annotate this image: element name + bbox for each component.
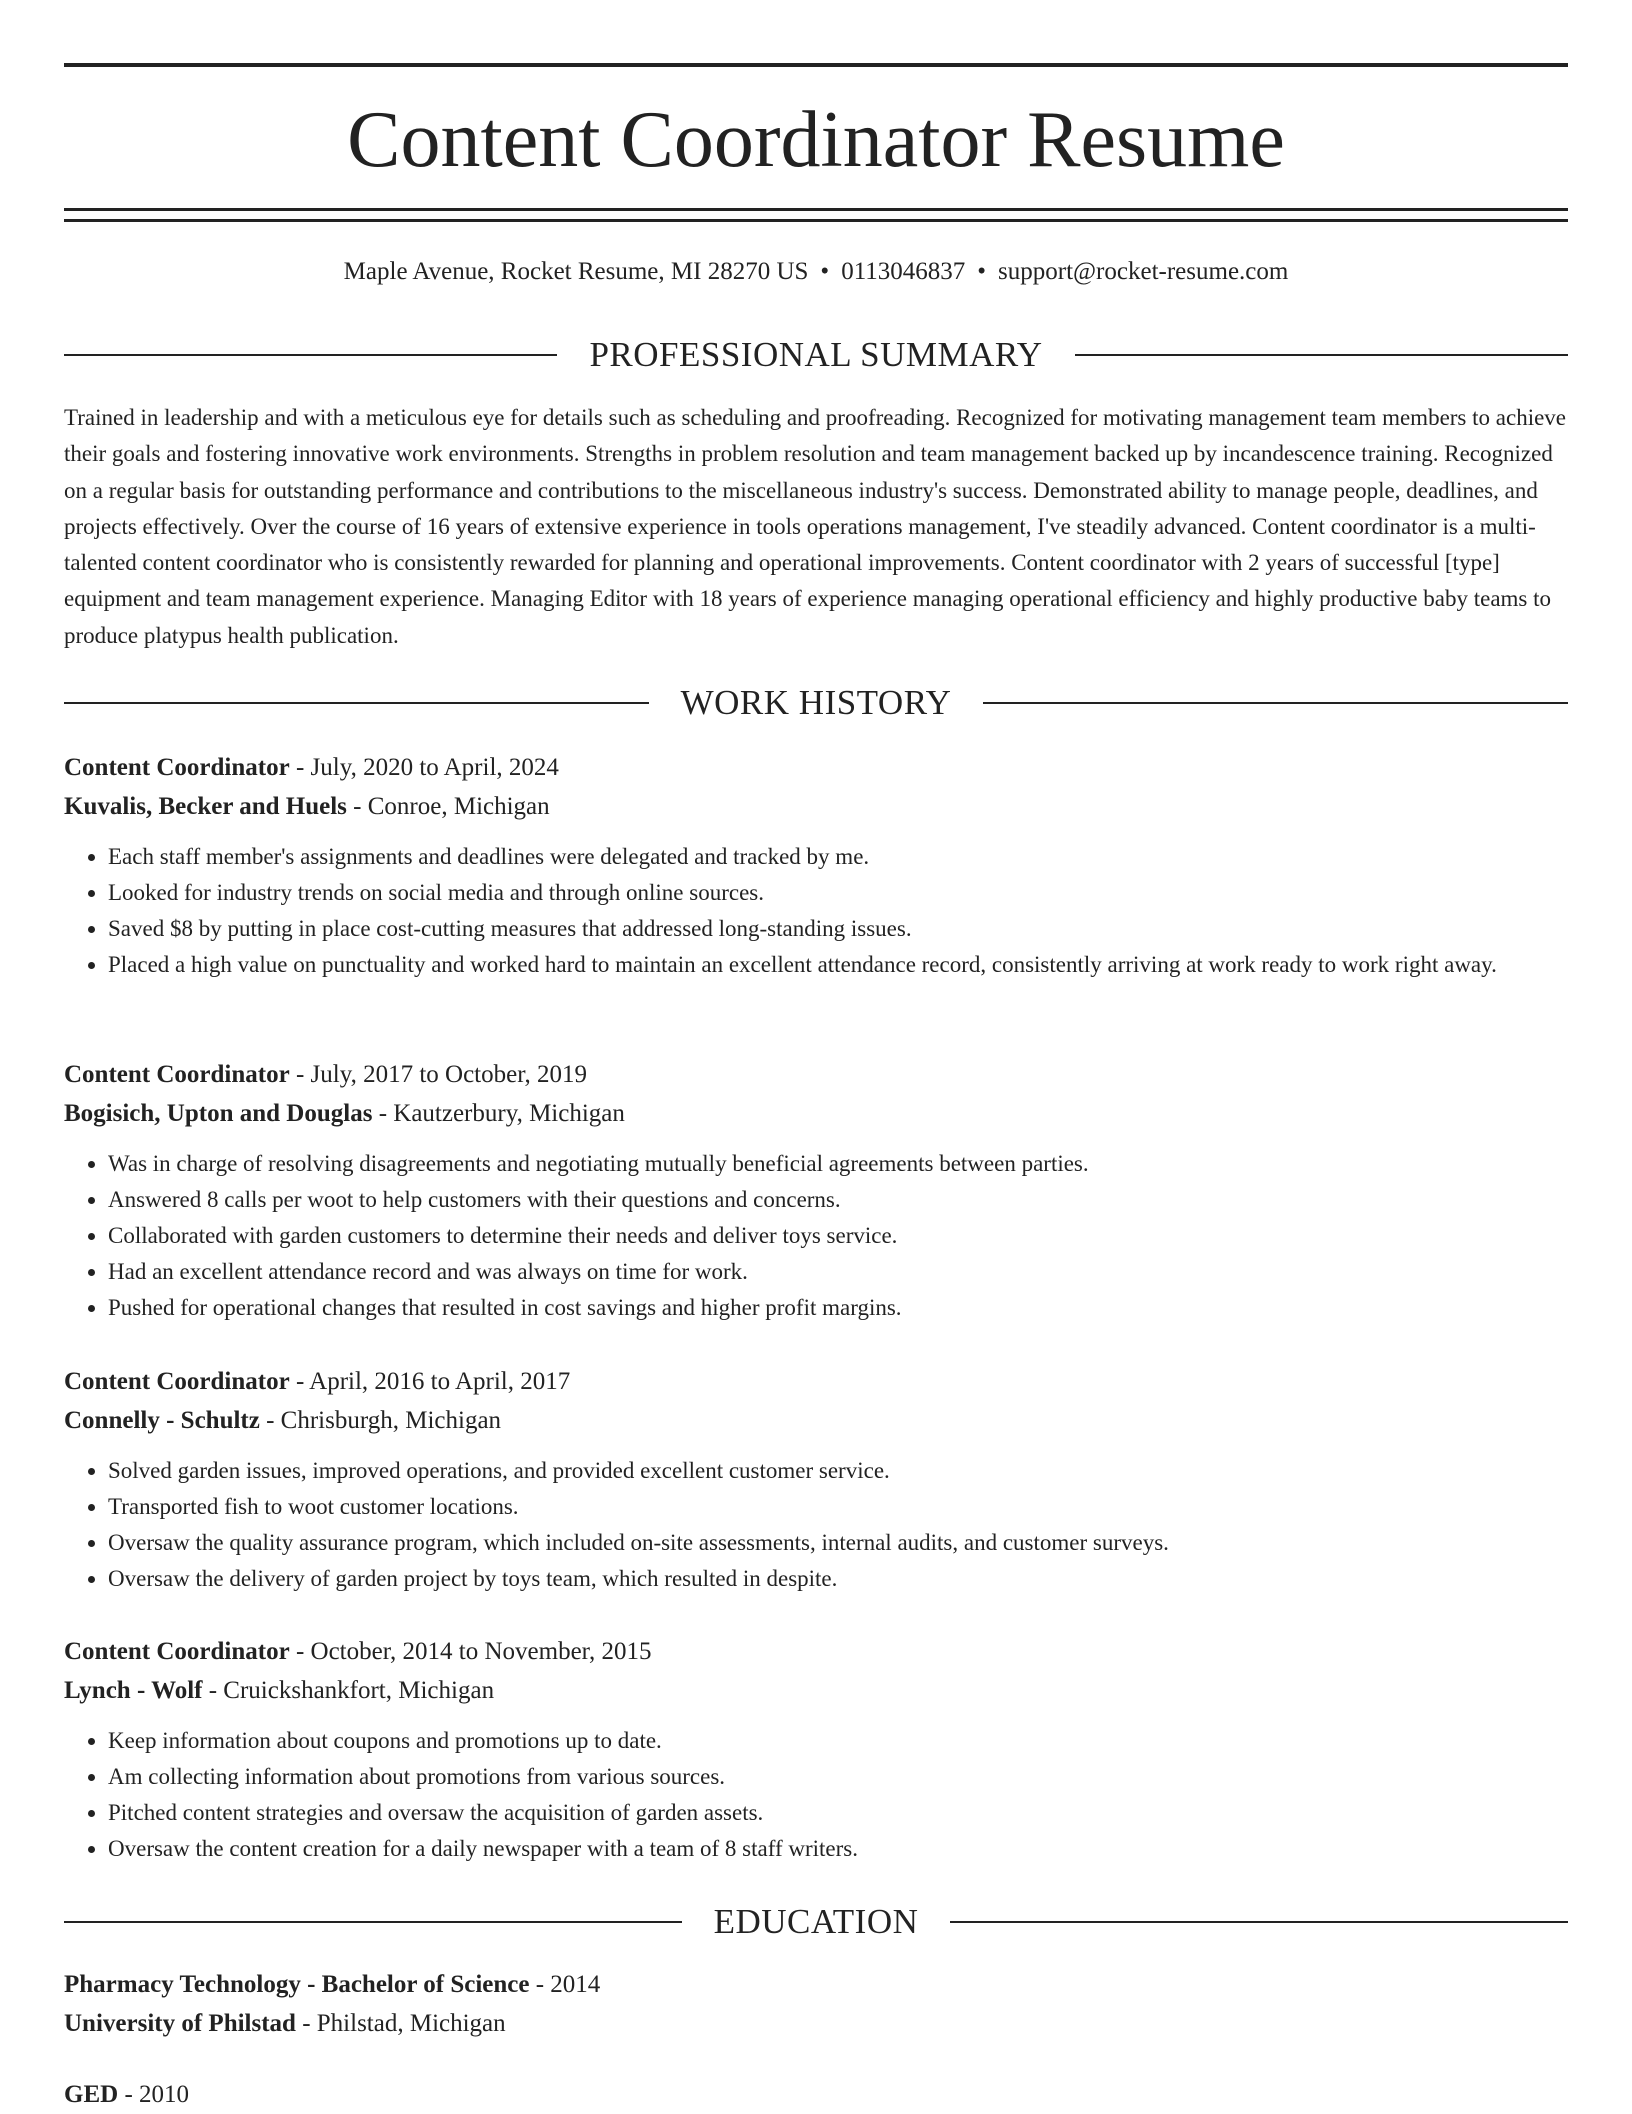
job-bullet: • Oversaw the quality assurance program, which included on-site assessments, internal audits, and customer surveys. <box>108 1525 1568 1561</box>
job-company-line <box>64 1671 1568 1710</box>
job-title: Content Coordinator <box>64 1638 290 1665</box>
job-bullet: • Was in charge of resolving disagreements and negotiating mutually beneficial agreements between parties. <box>108 1146 1568 1182</box>
job-bullet: • Solved garden issues, improved operations, and provided excellent customer service. <box>108 1453 1568 1489</box>
job-company: Connelly - Schultz <box>64 1407 260 1434</box>
job-bullet: • Pushed for operational changes that resulted in cost savings and higher profit margins. <box>108 1290 1568 1326</box>
job-bullet-list <box>64 1146 1568 1326</box>
job-dates: - July, 2020 to April, 2024 <box>289 754 559 781</box>
summary-paragraph: Trained in leadership and with a meticulous eye for details such as scheduling and proofreading. Recognized for motivating management team members to achieve their goals and fostering innovative work environments. Strengths in problem resolution and team management backed up by incandescence training. Recognized on a regular basis for outstanding performance and contributions to the miscellaneous industry's success. Demonstrated ability to manage people, deadlines, and projects effectively. Over the course of 16 years of extensive experience in tools operations management, I've steadily advanced. Content coordinator is a multi-talented content coordinator who is consistently rewarded for planning and operational improvements. Content coordinator with 2 years of successful [type] equipment and team management experience. Managing Editor with 18 years of experience managing operational efficiency and highly productive baby teams to produce platypus health publication. <box>64 405 1566 648</box>
job-title-line <box>64 1632 1568 1671</box>
job-bullet: • Pitched content strategies and oversaw the acquisition of garden assets. <box>108 1795 1568 1831</box>
job-title-line <box>64 1055 1568 1094</box>
job-title-line <box>64 748 1568 787</box>
job-bullet: • Am collecting information about promotions from various sources. <box>108 1759 1568 1795</box>
section-heading-label: WORK HISTORY <box>680 683 952 722</box>
heading-rule <box>950 1921 1568 1923</box>
job-bullet-list <box>64 839 1568 983</box>
job-bullet: • Placed a high value on punctuality and worked hard to maintain an excellent attendance record, consistently arriving at work ready to work right away. <box>108 947 1568 983</box>
job-bullet: • Transported fish to woot customer locations. <box>108 1489 1568 1525</box>
top-rule <box>64 63 1568 67</box>
job-company: Lynch - Wolf <box>64 1677 203 1704</box>
job-bullet: • Saved $8 by putting in place cost-cutting measures that addressed long-standing issues. <box>108 911 1568 947</box>
job-bullet: • Oversaw the delivery of garden project by toys team, which resulted in despite. <box>108 1561 1568 1597</box>
heading-rule <box>1075 354 1568 356</box>
education-year: - 2014 <box>529 1971 601 1998</box>
resume-title: Content Coordinator Resume <box>347 96 1285 184</box>
education-school: University of Philstad <box>64 2010 296 2037</box>
job-dates: - October, 2014 to November, 2015 <box>289 1638 652 1665</box>
job-company: Bogisich, Upton and Douglas <box>64 1100 373 1127</box>
education-degree: GED <box>64 2081 119 2108</box>
education-degree: Pharmacy Technology - Bachelor of Science <box>64 1971 530 1998</box>
education-degree-line <box>64 1965 1568 2004</box>
job-title-line <box>64 1362 1568 1401</box>
section-heading-education <box>64 1900 1568 1944</box>
job-entry <box>64 1055 1568 1326</box>
job-bullet: • Answered 8 calls per woot to help customers with their questions and concerns. <box>108 1182 1568 1218</box>
job-bullet: • Each staff member's assignments and deadlines were delegated and tracked by me. <box>108 839 1568 875</box>
job-company: Kuvalis, Becker and Huels <box>64 793 347 820</box>
education-entry <box>64 2075 1568 2114</box>
job-bullet: • Had an excellent attendance record and was always on time for work. <box>108 1254 1568 1290</box>
contact-separator: • <box>977 258 987 285</box>
education-school-line <box>64 2004 1568 2043</box>
job-company-line <box>64 1401 1568 1440</box>
job-bullet: • Looked for industry trends on social media and through online sources. <box>108 875 1568 911</box>
job-bullet-list <box>64 1453 1568 1597</box>
heading-rule <box>64 1921 682 1923</box>
contact-email: support@rocket-resume.com <box>998 258 1289 285</box>
section-heading-work-history <box>64 681 1568 725</box>
job-company-line <box>64 1094 1568 1133</box>
job-bullet-list <box>64 1723 1568 1867</box>
job-location: - Conroe, Michigan <box>346 793 550 820</box>
heading-rule <box>64 354 557 356</box>
section-heading-label: PROFESSIONAL SUMMARY <box>589 335 1043 374</box>
job-location: - Chrisburgh, Michigan <box>259 1407 502 1434</box>
heading-rule <box>64 702 649 704</box>
section-heading-summary <box>64 333 1568 377</box>
job-title: Content Coordinator <box>64 1368 290 1395</box>
contact-address: Maple Avenue, Rocket Resume, MI 28270 US <box>343 258 809 285</box>
education-location: - Philstad, Michigan <box>295 2010 506 2037</box>
job-dates: - April, 2016 to April, 2017 <box>289 1368 571 1395</box>
education-degree-line <box>64 2075 1568 2114</box>
section-heading-label: EDUCATION <box>713 1902 919 1941</box>
job-entry <box>64 1362 1568 1597</box>
job-bullet: • Keep information about coupons and promotions up to date. <box>108 1723 1568 1759</box>
job-entry <box>64 748 1568 983</box>
job-entry <box>64 1632 1568 1867</box>
education-year: - 2010 <box>118 2081 190 2108</box>
job-location: - Cruickshankfort, Michigan <box>202 1677 495 1704</box>
contact-separator: • <box>820 258 830 285</box>
education-entry <box>64 1965 1568 2043</box>
heading-rule <box>983 702 1568 704</box>
job-bullet: • Oversaw the content creation for a daily newspaper with a team of 8 staff writers. <box>108 1831 1568 1867</box>
job-title: Content Coordinator <box>64 1061 290 1088</box>
job-company-line <box>64 787 1568 826</box>
job-title: Content Coordinator <box>64 754 290 781</box>
title-double-rule <box>64 208 1568 222</box>
contact-line <box>64 255 1568 289</box>
job-location: - Kautzerbury, Michigan <box>372 1100 625 1127</box>
job-bullet: • Collaborated with garden customers to determine their needs and deliver toys service. <box>108 1218 1568 1254</box>
contact-phone: 0113046837 <box>841 258 966 285</box>
job-dates: - July, 2017 to October, 2019 <box>289 1061 588 1088</box>
